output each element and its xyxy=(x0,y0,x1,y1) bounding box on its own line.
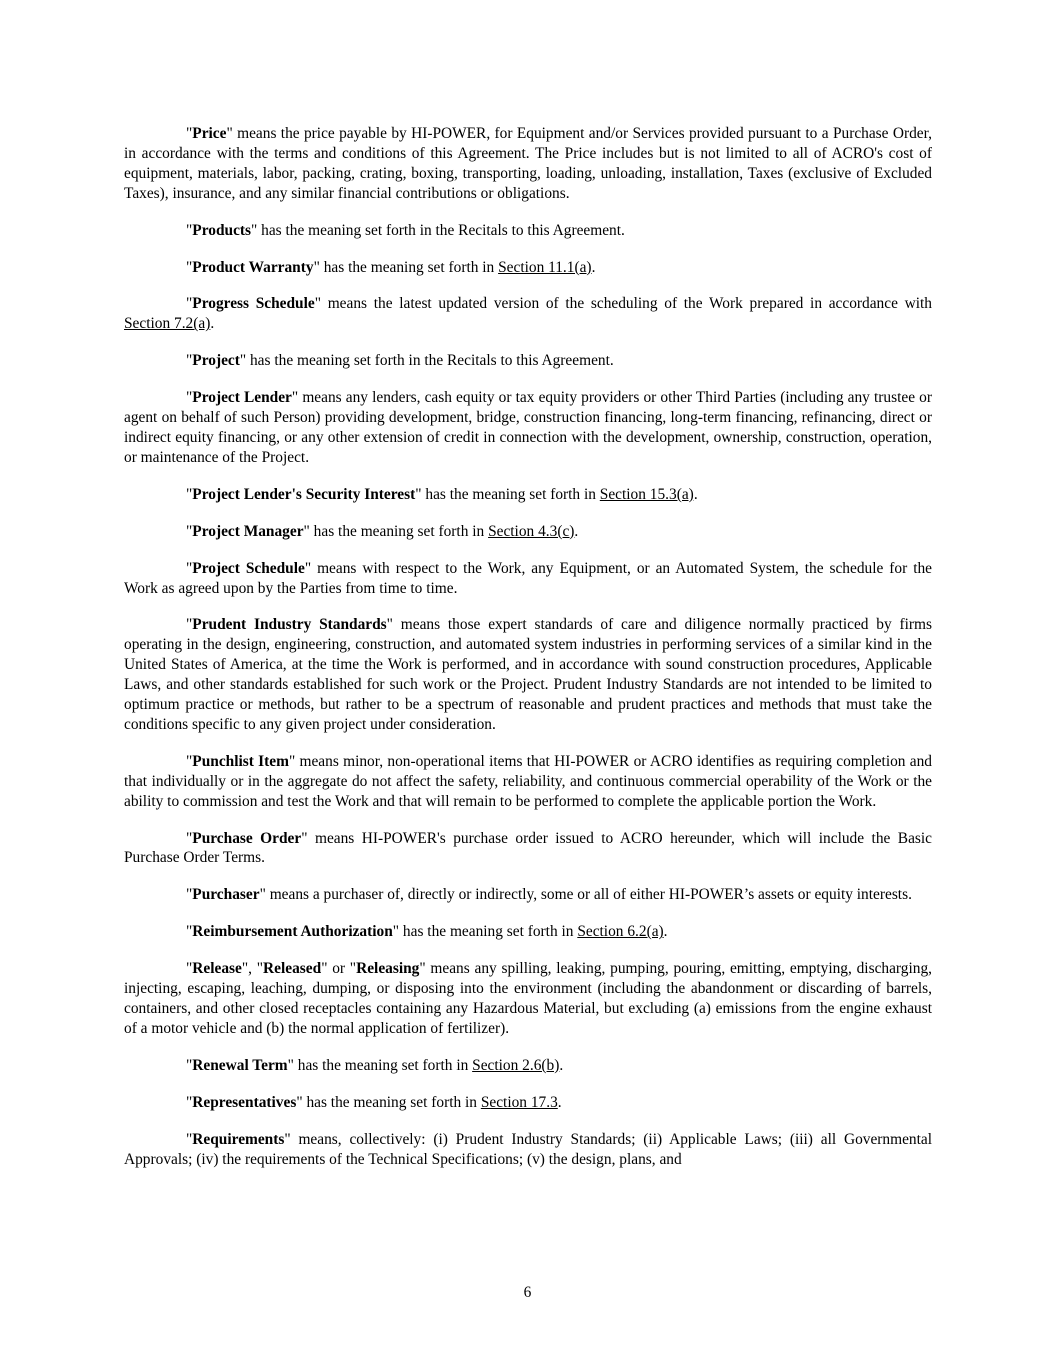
defined-term: Prudent Industry Standards xyxy=(192,616,387,634)
defined-term: Price xyxy=(192,125,227,142)
definition-text: " means the latest updated version of the scheduling of the Work prepared in accordance with xyxy=(314,295,932,313)
definition-renewal-term xyxy=(124,1056,932,1076)
defined-term: Releasing xyxy=(356,960,420,978)
definition-text: " xyxy=(186,258,193,276)
definition-progress-schedule xyxy=(124,294,932,334)
definition-text: " means HI-POWER's purchase order issued to ACRO hereunder, which will include the Basic Purchase Order Terms. xyxy=(124,829,933,867)
definition-text: " or " xyxy=(321,960,357,978)
definition-text: " xyxy=(186,960,193,978)
definition-text: " xyxy=(186,352,193,370)
definition-text: " xyxy=(186,522,193,540)
section-reference: Section 4.3(c) xyxy=(488,522,575,540)
definition-text: " has the meaning set forth in the Recitals to this Agreement. xyxy=(251,221,625,239)
definition-text: " xyxy=(186,295,193,313)
defined-term: Project xyxy=(192,352,240,370)
definition-representatives xyxy=(124,1093,932,1113)
definition-text: " xyxy=(186,559,193,577)
defined-term: Product Warranty xyxy=(192,258,314,276)
defined-term: Project Lender xyxy=(192,389,292,407)
definition-text: " xyxy=(186,886,193,904)
section-reference: Section 11.1(a) xyxy=(498,258,592,276)
document-body xyxy=(124,124,932,1186)
defined-term: Project Schedule xyxy=(192,559,305,577)
definition-text: . xyxy=(693,485,698,503)
defined-term: Reimbursement Authorization xyxy=(192,923,393,941)
definition-text: . xyxy=(663,923,668,941)
defined-term: Release xyxy=(192,960,242,978)
definition-product-warranty xyxy=(124,258,932,278)
definition-text: " xyxy=(186,1093,193,1111)
definition-price xyxy=(124,124,932,204)
definition-text: " has the meaning set forth in the Recitals to this Agreement. xyxy=(239,352,614,370)
definition-text: . xyxy=(557,1093,562,1111)
definition-text: . xyxy=(559,1056,564,1074)
definition-text: " xyxy=(186,389,193,407)
defined-term: Representatives xyxy=(192,1093,297,1111)
definition-project xyxy=(124,351,932,371)
definition-release xyxy=(124,959,932,1039)
defined-term: Released xyxy=(263,960,322,978)
defined-term: Purchase Order xyxy=(192,829,302,847)
definition-project-manager xyxy=(124,522,932,542)
defined-term: Progress Schedule xyxy=(192,295,315,313)
definition-reimbursement-authorization xyxy=(124,922,932,942)
defined-term: Project Manager xyxy=(192,522,304,540)
definition-text: " means any spilling, leaking, pumping, pouring, emitting, emptying, discharging, injecting, escaping, leaching, dumping, or disposing into the environment (including the abandonment or discarding of barrels, containers, and other closed receptacles containing any Hazardous Material, but excluding (a) emissions from the engine exhaust of a motor vehicle and (b) the normal application of fertilizer). xyxy=(124,960,932,1037)
definition-text: " means any lenders, cash equity or tax equity providers or other Third Parties (including any trustee or agent on behalf of such Person) providing development, bridge, construction financing, long-term financing, refinancing, direct or indirect equity financing, or any other extension of credit in connection with the development, ownership, construction, operation, or maintenance of the Project. xyxy=(124,389,932,466)
defined-term: Project Lender's Security Interest xyxy=(192,485,416,503)
definition-project-lenders-security-interest xyxy=(124,485,932,505)
definition-text: . xyxy=(210,315,215,333)
section-reference: Section 15.3(a) xyxy=(599,485,694,503)
definition-text: . xyxy=(591,258,596,276)
definition-text: " xyxy=(186,485,193,503)
definition-project-schedule xyxy=(124,559,932,599)
section-reference: Section 6.2(a) xyxy=(577,923,664,941)
definition-text: " xyxy=(186,616,193,634)
definition-project-lender xyxy=(124,388,932,468)
definition-requirements xyxy=(124,1130,932,1170)
definition-text: " xyxy=(186,1056,193,1074)
definition-text: " xyxy=(186,752,193,770)
definition-text: " has the meaning set forth in xyxy=(303,522,489,540)
definition-text: " xyxy=(186,923,193,941)
section-reference: Section 2.6(b) xyxy=(472,1056,560,1074)
definition-text: " has the meaning set forth in xyxy=(392,923,578,941)
page-number: 6 xyxy=(523,1284,532,1301)
defined-term: Renewal Term xyxy=(192,1056,288,1074)
definition-text: ", " xyxy=(241,960,264,978)
definition-text: " means those expert standards of care and diligence normally practiced by firms operating in the design, engineering, construction, and automated system industries in performing services of a similar kind in the United States of America, at the time the Work is performed, and in accordance with sound construction procedures, Applicable Laws, and other standards established for such work or the Project. Prudent Industry Standards are not intended to be limited to optimum practice or methods, but rather to be a spectrum of reasonable and prudent practices and methods that must take the conditions specific to any given project under consideration. xyxy=(124,616,932,733)
definition-text: " xyxy=(186,221,193,239)
definition-purchase-order xyxy=(124,829,932,869)
definition-text: " xyxy=(186,829,193,847)
section-reference: Section 7.2(a) xyxy=(124,315,211,333)
definition-punchlist-item xyxy=(124,752,932,812)
defined-term: Purchaser xyxy=(192,886,260,904)
definition-text: " xyxy=(186,125,193,142)
definition-text: " means the price payable by HI-POWER, for Equipment and/or Services provided pursuant to a Purchase Order, in accordance with the terms and conditions of this Agreement. The Price includes but is not limited to all of ACRO's cost of equipment, materials, labor, packing, crating, boxing, transporting, loading, unloading, installation, Taxes (exclusive of Excluded Taxes), insurance, and any similar financial contributions or obligations. xyxy=(124,125,932,202)
definition-text: " has the meaning set forth in xyxy=(287,1056,473,1074)
definition-prudent-industry-standards xyxy=(124,615,932,734)
definition-purchaser xyxy=(124,885,932,905)
definition-text: " means with respect to the Work, any Equipment, or an Automated System, the schedule for the Work as agreed upon by the Parties from time to time. xyxy=(124,559,933,597)
definition-text: " xyxy=(186,1130,193,1148)
definition-text: " means a purchaser of, directly or indirectly, some or all of either HI-POWER’s assets or equity interests. xyxy=(259,886,912,904)
defined-term: Punchlist Item xyxy=(192,752,289,770)
definition-text: " means minor, non-operational items that HI-POWER or ACRO identifies as requiring completion and that individually or in the aggregate do not affect the safety, reliability, and continuous commercial operability of the Work or the ability to commission and test the Work and that will remain to be performed to complete the applicable portion the Work. xyxy=(124,752,932,810)
definition-text: " has the meaning set forth in xyxy=(296,1093,481,1111)
definition-text: " has the meaning set forth in xyxy=(415,485,600,503)
defined-term: Products xyxy=(192,221,252,239)
definition-text: . xyxy=(574,522,579,540)
defined-term: Requirements xyxy=(192,1130,285,1148)
section-reference: Section 17.3 xyxy=(480,1093,558,1111)
definition-text: " has the meaning set forth in xyxy=(313,258,499,276)
definition-text: " means, collectively: (i) Prudent Industry Standards; (ii) Applicable Laws; (iii) all Governmental Approvals; (iv) the requirements of the Technical Specifications; (v) the design, plans, and xyxy=(124,1130,932,1168)
definition-products xyxy=(124,221,932,241)
